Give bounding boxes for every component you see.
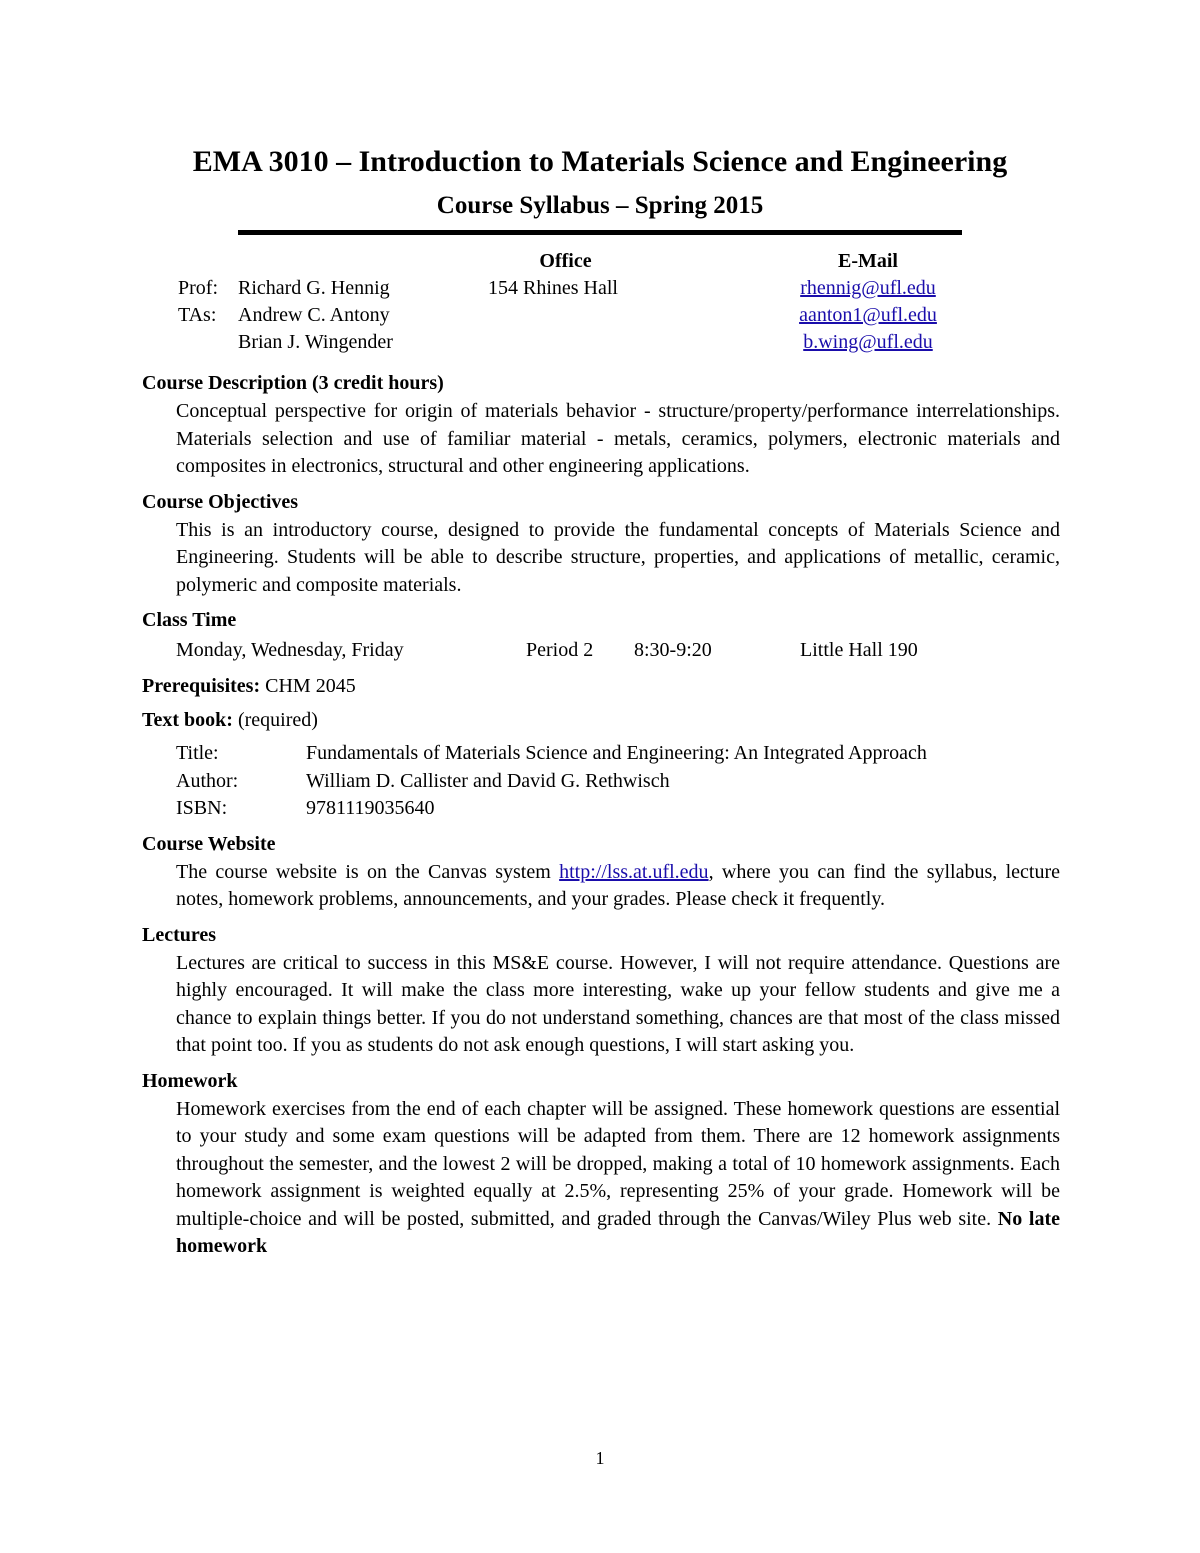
ta-2-email-link[interactable]: b.wing@ufl.edu	[803, 331, 933, 353]
textbook-note: (required)	[232, 708, 318, 731]
website-heading: Course Website	[142, 832, 276, 855]
textbook-author-label: Author:	[176, 769, 239, 792]
textbook-author-value: William D. Callister and David G. Rethwisch	[306, 769, 670, 792]
objectives-heading: Course Objectives	[142, 490, 299, 513]
textbook-isbn-row	[176, 795, 1060, 823]
class-days: Monday, Wednesday, Friday	[176, 639, 404, 661]
document-subtitle: Course Syllabus – Spring 2015	[436, 192, 764, 219]
website-text-after: , where you can find the syllabus, lecture notes, homework problems, announcements, and your grades. Please check it frequently.	[176, 860, 1060, 910]
website-body	[176, 859, 1060, 914]
homework-body	[176, 1096, 1060, 1261]
class-location: Little Hall 190	[800, 639, 918, 661]
textbook-details	[176, 740, 1060, 823]
textbook-title-label: Title:	[176, 742, 219, 764]
class-period: Period 2	[526, 639, 594, 661]
title-divider	[238, 230, 962, 235]
course-website-link[interactable]: http://lss.at.ufl.edu	[559, 860, 709, 883]
contact-row-professor	[178, 275, 968, 302]
document-title: EMA 3010 – Introduction to Materials Science and Engineering	[192, 145, 1008, 178]
contact-header-row	[178, 248, 968, 275]
professor-email-link[interactable]: rhennig@ufl.edu	[800, 277, 936, 299]
contact-row-ta-2	[178, 329, 968, 356]
contact-name: Brian J. Wingender	[238, 331, 393, 353]
textbook-line	[142, 707, 1060, 735]
class-hours: 8:30-9:20	[634, 639, 712, 661]
description-heading: Course Description (3 credit hours)	[142, 372, 444, 394]
prerequisites-value: CHM 2045	[260, 675, 356, 697]
contact-table	[178, 248, 968, 356]
homework-heading: Homework	[142, 1069, 238, 1092]
contact-role: TAs:	[178, 304, 217, 326]
contact-row-ta-1	[178, 302, 968, 329]
contact-name: Richard G. Hennig	[238, 277, 390, 299]
prerequisites-label: Prerequisites:	[142, 675, 261, 697]
page-number: 1	[595, 1448, 605, 1468]
homework-text: Homework exercises from the end of each chapter will be assigned. These homework questions are essential to your study and some exam questions will be adapted from them. There are 12 homework assignments throughout the semester, and the lowest 2 will be dropped, making a total of 10 homework assignments. Each homework assignment is weighted equally at 2.5%, representing 25% of your grade. Homework will be multiple-choice and will be posted, submitted, and graded through the Canvas/Wiley Plus web site.	[176, 1097, 1060, 1230]
ta-1-email-link[interactable]: aanton1@ufl.edu	[799, 304, 937, 326]
textbook-label: Text book:	[142, 708, 233, 731]
homework-late-policy: No late homework	[176, 1207, 1060, 1257]
description-body: Conceptual perspective for origin of materials behavior - structure/property/performance interrelationships. Materials selection and use of familiar material - metals, ceramics, polymers, electronic materials and composites in electronics, structural and other engineering applications.	[176, 400, 1060, 477]
contact-office: 154 Rhines Hall	[488, 277, 618, 299]
objectives-body: This is an introductory course, designed to provide the fundamental concepts of Materials Science and Engineering. Students will be able to describe structure, properties, and applications of metallic, ceramic, polymeric and composite materials.	[176, 518, 1060, 596]
email-column-heading: E-Mail	[838, 250, 898, 272]
textbook-title-row	[176, 740, 1060, 768]
prerequisites-line	[142, 673, 1060, 701]
office-column-heading: Office	[539, 250, 592, 272]
lectures-body: Lectures are critical to success in this MS&E course. However, I will not require attendance. Questions are highly encouraged. It will make the class more interesting, wake up your fellow students and give me a chance to explain things better. If you do not understand something, chances are that most of the class missed that point too. If you as students do not ask enough questions, I will start asking you.	[176, 951, 1060, 1056]
syllabus-content	[142, 368, 1060, 1267]
class-time-heading: Class Time	[142, 609, 237, 631]
class-time-row	[176, 637, 1060, 667]
textbook-author-row	[176, 768, 1060, 796]
textbook-title-value: Fundamentals of Materials Science and Engineering: An Integrated Approach	[306, 742, 927, 764]
contact-role: Prof:	[178, 277, 218, 299]
lectures-heading: Lectures	[142, 923, 217, 946]
website-text-before: The course website is on the Canvas system	[176, 860, 560, 883]
textbook-isbn-value: 9781119035640	[306, 797, 435, 819]
textbook-isbn-label: ISBN:	[176, 797, 228, 819]
contact-name: Andrew C. Antony	[238, 304, 390, 326]
